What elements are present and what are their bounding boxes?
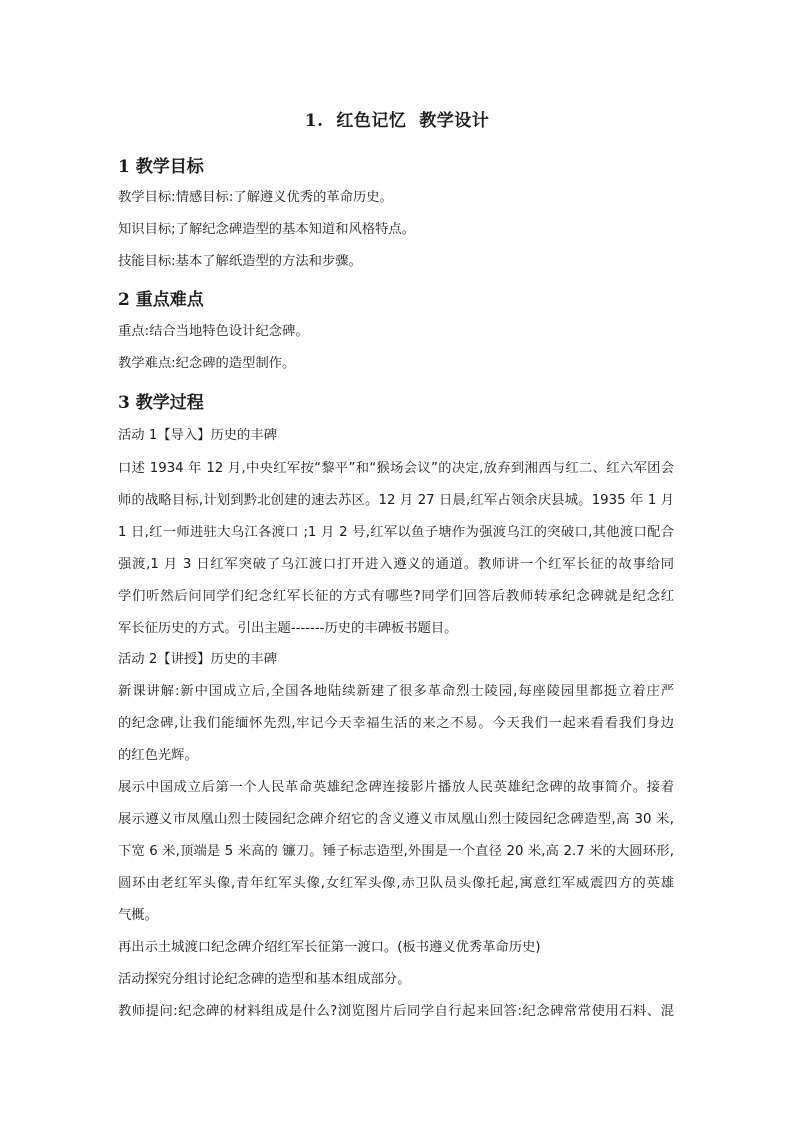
paragraph-line: 1 日,红一师进驻大乌江各渡口 ;1 月 2 号,红军以鱼子塘作为强渡乌江的突破口,其他渡口配合 (118, 525, 674, 540)
document-title: 1. 红色记忆 教学设计 (304, 111, 490, 131)
paragraph-line: 强渡,1 月 3 日红军突破了乌江渡口打开进入遵义的通道。教师讲一个红军长征的故事给同 (118, 557, 674, 572)
paragraph-line: 圆环由老红军头像,青年红军头像,女红军头像,赤卫队员头像托起,寓意红军威震四方的英雄 (118, 876, 674, 891)
paragraph-line: 展示遵义市凤凰山烈士陵园纪念碑介绍它的含义遵义市凤凰山烈士陵园纪念碑造型,高 30 米, (118, 812, 674, 827)
section-heading-key-points: 2 重点难点 (118, 290, 204, 310)
paragraph-line: 学们听然后问同学们纪念红军长征的方式有哪些?同学们回答后教师转承纪念碑就是纪念红 (118, 589, 674, 604)
activity-heading: 活动 1【导入】历史的丰碑 (118, 428, 277, 443)
paragraph-line: 教学难点:纪念碑的造型制作。 (118, 356, 296, 371)
paragraph-line: 再出示土城渡口纪念碑介绍红军长征第一渡口。(板书遵义优秀革命历史) (118, 940, 541, 955)
paragraph-line: 新课讲解:新中国成立后,全国各地陆续新建了很多革命烈士陵园,每座陵园里都挺立着庄严 (118, 684, 674, 699)
paragraph-line: 教学目标:情感目标:了解遵义优秀的革命历史。 (118, 190, 393, 205)
paragraph-line: 知识目标;了解纪念碑造型的基本知道和风格特点。 (118, 222, 416, 237)
section-heading-process: 3 教学过程 (118, 393, 204, 413)
paragraph-line: 重点:结合当地特色设计纪念碑。 (118, 324, 309, 339)
paragraph-line: 军长征历史的方式。引出主题-------历史的丰碑板书题目。 (118, 621, 458, 636)
paragraph-line: 口述 1934 年 12 月,中央红军按“黎平”和“猴场会议”的决定,放弃到湘西与红二、红六军团会 (118, 461, 674, 476)
paragraph-line: 活动探究分组讨论纪念碑的造型和基本组成部分。 (118, 972, 411, 987)
paragraph-line: 的红色光辉。 (118, 748, 198, 763)
paragraph-line: 展示中国成立后第一个人民革命英雄纪念碑连接影片播放人民英雄纪念碑的故事简介。接着 (118, 780, 674, 795)
paragraph-line: 师的战略目标,计划到黔北创建的速去苏区。12 月 27 日晨,红军占领余庆县城。1935 年 1 月 (118, 493, 674, 508)
section-heading-objectives: 1 教学目标 (118, 157, 204, 177)
paragraph-line: 气概。 (118, 908, 158, 923)
activity-heading: 活动 2【讲授】历史的丰碑 (118, 652, 277, 667)
paragraph-line: 技能目标:基本了解纸造型的方法和步骤。 (118, 254, 362, 269)
paragraph-line: 教师提问:纪念碑的材料组成是什么?浏览图片后同学自行起来回答:纪念碑常常使用石料、混 (118, 1004, 674, 1019)
paragraph-line: 下宽 6 米,顶端是 5 米高的 镰刀。锤子标志造型,外围是一个直径 20 米,高 2.7 米的大圆环形, (118, 844, 674, 859)
paragraph-line: 的纪念碑,让我们能缅怀先烈,牢记今天幸福生活的来之不易。今天我们一起来看看我们身边 (118, 716, 674, 731)
